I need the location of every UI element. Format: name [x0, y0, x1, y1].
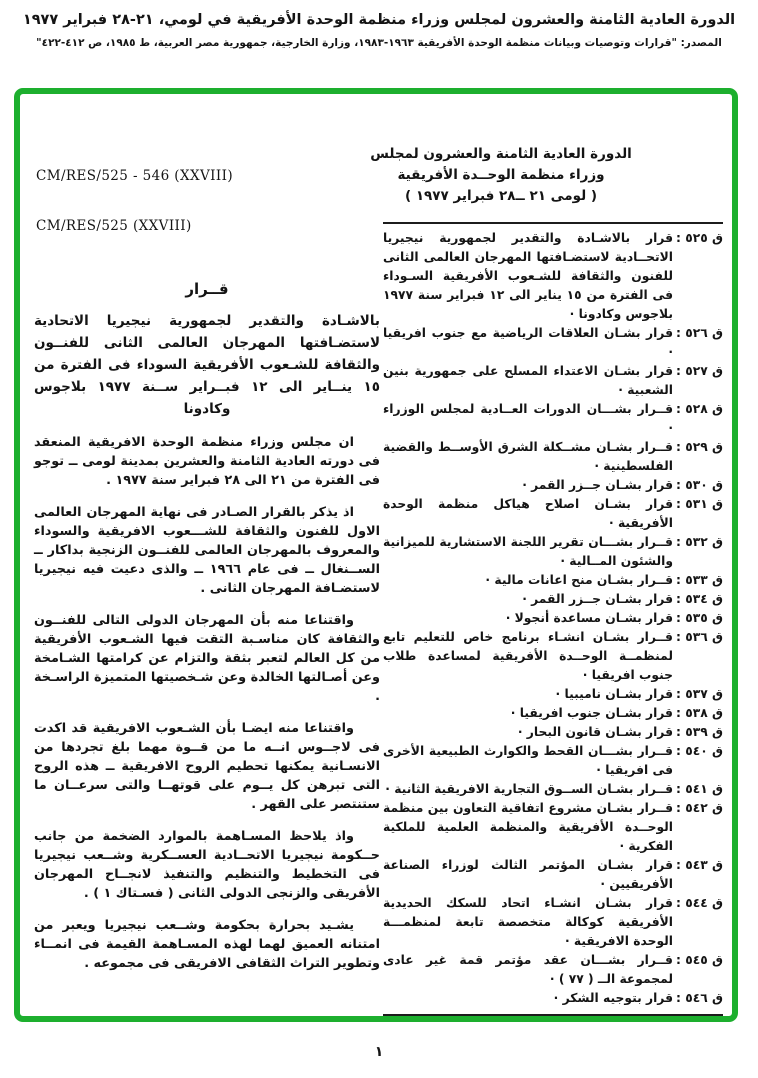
index-item-number: ق ٥٣٠ : [675, 478, 723, 492]
resolution-paragraph: واقتناعا منه ايضـا بأن الشـعوب الافريقية قد اكدت فى لاجــوس انــه ما من قــوة مهما بلغ تجردها من الانسـانية يمكنها تحطيم الروح الافريقية ــ هذه الروح التى تبرهن كل يــوم على قوتهــا والتى سرعــان ما ستنتصر على القهر . [34, 721, 380, 812]
index-item-text: قرار بشـان جــزر القمر · [522, 478, 673, 492]
session-heading-line2: وزراء منظمة الوحــدة الأفريقية [397, 167, 605, 183]
resolution-title: قــرار [185, 280, 229, 298]
index-item-number: ق ٥٣١ : [675, 497, 723, 511]
index-item [383, 571, 723, 590]
index-item [383, 951, 723, 989]
index-item [383, 495, 723, 533]
index-item-text: قــرار بشـــان القحط والكوارث الطبيعية الأخرى فى افريقيا · [383, 744, 673, 777]
index-item-text: قرار بشـان الاعتداء المسلح على جمهورية بنين الشعبية · [383, 364, 673, 397]
resolution-paragraph: ان مجلس وزراء منظمة الوحدة الافريقية المنعقد فى دورته العادية الثامنة والعشرين بمدينة لومى ــ توجو فى الفترة من ٢١ الى ٢٨ فبراير سنة ١٩٧٧ . [34, 435, 380, 488]
session-header-title: الدورة العادية الثامنة والعشرون لمجلس وزراء منظمة الوحدة الأفريقية في لومي، ٢١-٢٨ فبراير ١٩٧٧ [22, 12, 736, 28]
index-item-text: قرار بشـان مساعدة أنجولا · [505, 611, 673, 625]
index-item-text: قــرار بشـان منح اعانات مالية · [485, 573, 673, 587]
index-item-text: قــرار بشـان انشـاء برنامج خاص للتعليم تابع لمنظمــة الوحــدة الأفريقية لمساعدة طلاب جنوب افريقيا · [383, 630, 673, 682]
index-item-number: ق ٥٤٦ : [675, 991, 723, 1005]
index-item [383, 362, 723, 400]
index-item [383, 780, 723, 799]
index-item-text: قرار بشـان المؤتمر الثالث لوزراء الصناعة الأفريقيين · [383, 858, 673, 891]
index-item-text: قــرار بشـــان عقد مؤتمر قمة غير عادى لمجموعة الــ ( ٧٧ ) · [383, 953, 673, 986]
index-item-number: ق ٥٢٩ : [675, 440, 723, 454]
index-item-number: ق ٥٣٧ : [675, 687, 723, 701]
page-header [0, 12, 758, 49]
resolution-body-column [34, 280, 380, 973]
source-citation: المصدر: "قرارات وتوصيات وبيانات منظمة الوحدة الأفريقية ١٩٦٣-١٩٨٣، وزارة الخارجية، جمهورية مصر العربية، ط ١٩٨٥، ص ٤١٢-٤٢٢" [36, 37, 722, 49]
index-item-text: قــرار بشـان مشروع اتفاقية التعاون بين منظمة الوحــدة الأفريقية والمنظمة العلمية للملكية الفكرية · [383, 801, 673, 853]
index-bottom-rule [383, 1014, 723, 1016]
index-item [383, 609, 723, 628]
resolution-ref-single: CM/RES/525 (XXVIII) [36, 218, 192, 234]
resolutions-index-column [383, 222, 723, 1016]
index-item-text: قرار بشـان اصلاح هياكل منظمة الوحدة الأفريقية · [383, 497, 673, 530]
index-item-number: ق ٥٤٤ : [675, 896, 723, 910]
index-item [383, 533, 723, 571]
index-item-number: ق ٥٣٨ : [675, 706, 723, 720]
index-item-number: ق ٥٤٢ : [675, 801, 723, 815]
index-item [383, 590, 723, 609]
index-item-text: قرار بالاشـادة والتقدير لجمهورية نيجيريا الاتحــادية لاستضـافتها المهرجان العالمى الثانى للفنون والثقافة للشـعوب الأفريقية السـوداء فى الفترة من ١٥ يناير الى ١٢ فبراير سنة ١٩٧٧ بلاجوس وكادونا · [383, 231, 673, 321]
index-item-number: ق ٥٤٥ : [675, 953, 723, 967]
index-item [383, 704, 723, 723]
index-item [383, 856, 723, 894]
index-item-number: ق ٥٤٣ : [675, 858, 723, 872]
index-item-number: ق ٥٣٣ : [675, 573, 723, 587]
index-item-number: ق ٥٢٨ : [675, 402, 723, 416]
index-item [383, 438, 723, 476]
page-number: ١ [374, 1044, 384, 1060]
index-item-text: قــرار بشـــان الدورات العــادية لمجلس الوزراء · [383, 402, 673, 435]
resolution-paragraph: اذ يذكر بالقرار الصـادر فى نهاية المهرجان العالمى الاول للفنون والثقافة للشـــعوب الافريقية والسوداء والمعروف بالمهرجان العالمى للفنــون الزنجية بداكار ــ الســنغال ــ فى عام ١٩٦٦ ــ والذى دعيت فيه نيجيريا لاستضـافة المهرجان الثانى . [34, 505, 380, 596]
index-item [383, 799, 723, 856]
resolution-subtitle: بالاشـادة والتقدير لجمهورية نيجيريا الاتحادية لاستضـافتها المهرجان العالمى الثانى للفنــون والثقافة للشـعوب الأفريقية السوداء فى الفترة من ١٥ ينــاير الى ١٢ فبــراير ســنة ١٩٧٧ بلاجوس وكادونا [34, 313, 380, 417]
index-item [383, 989, 723, 1008]
index-item-text: قرار بشـان انشـاء اتحاد للسكك الحديدية الأفريقية كوكالة متخصصة تابعة لمنظمـــة الوحدة الافريقية · [383, 896, 673, 948]
session-heading-line1: الدورة العادية الثامنة والعشرون لمجلس [370, 146, 632, 162]
index-item-text: قــرار بشـان الســوق التجارية الافريقية الثانية · [385, 782, 673, 796]
resolution-ref-range: CM/RES/525 - 546 (XXVIII) [36, 168, 233, 184]
index-item-number: ق ٥٣٥ : [675, 611, 723, 625]
index-item-number: ق ٥٢٥ : [675, 231, 723, 245]
index-item [383, 229, 723, 324]
index-item [383, 742, 723, 780]
index-item-text: قرار بشـان العلاقات الرياضية مع جنوب افريقيا · [383, 326, 673, 359]
index-item-text: قرار بتوجيه الشكر · [553, 991, 673, 1005]
document-border-frame [14, 88, 738, 1022]
index-item-number: ق ٥٣٤ : [675, 592, 723, 606]
resolution-paragraph: واقتناعا منه بأن المهرجان الدولى التالى للفنــون والثقافة كان مناسـبة التقت فيها الشـعوب الأفريقية من كل العالم لتعبر بثقة والتزام عن كرامتها الشـامخة وعن أصـالتها الخالدة وعن شـخصيتها المتميزة الراسـخة . [34, 613, 380, 704]
index-item-number: ق ٥٢٧ : [675, 364, 723, 378]
index-item-number: ق ٥٣٢ : [675, 535, 723, 549]
index-item [383, 723, 723, 742]
index-item [383, 628, 723, 685]
index-item [383, 685, 723, 704]
index-item-number: ق ٥٣٦ : [675, 630, 723, 644]
index-item-text: قــرار بشـان مشــكلة الشرق الأوســط والقضية الفلسطينية · [383, 440, 673, 473]
index-item [383, 324, 723, 362]
index-item-text: قــرار بشـــان تقرير اللجنة الاستشارية للميزانية والشئون المــالية · [383, 535, 673, 568]
session-heading-block [370, 144, 632, 207]
index-item [383, 400, 723, 438]
index-item [383, 476, 723, 495]
index-top-rule [383, 222, 723, 224]
session-heading-line3: ( لومى ٢١ ــ٢٨ فبراير ١٩٧٧ ) [404, 188, 598, 204]
index-item-number: ق ٥٤٠ : [675, 744, 723, 758]
index-item-text: قرار بشـان ناميبيا · [555, 687, 673, 701]
resolution-paragraph: يشـيد بحرارة بحكومة وشــعب نيجيريا ويعبر من امتنانه العميق لهما لهذه المسـاهمة القيمة فى انمــاء وتطوير التراث الثقافى الافريقى فى مجموعه . [34, 918, 380, 971]
index-item-number: ق ٥٣٩ : [675, 725, 723, 739]
resolution-paragraph: واذ يلاحظ المسـاهمة بالموارد الضخمة من جانب حــكومة نيجيريا الاتحــادية العســكرية وشــعب نيجيريا فى التخطيط والتنظيم والتنفيذ لانجــاح المهرجان الأفريقى والزنجى الدولى الثانى ( فسـتاك ١ ) . [34, 829, 380, 901]
index-item [383, 894, 723, 951]
index-item-text: قرار بشـان جنوب افريقيا · [510, 706, 673, 720]
index-item-number: ق ٥٢٦ : [675, 326, 723, 340]
index-item-text: قرار بشـان قانون البحار · [517, 725, 673, 739]
index-item-text: قرار بشـان جــزر القمر · [522, 592, 673, 606]
index-item-number: ق ٥٤١ : [675, 782, 723, 796]
